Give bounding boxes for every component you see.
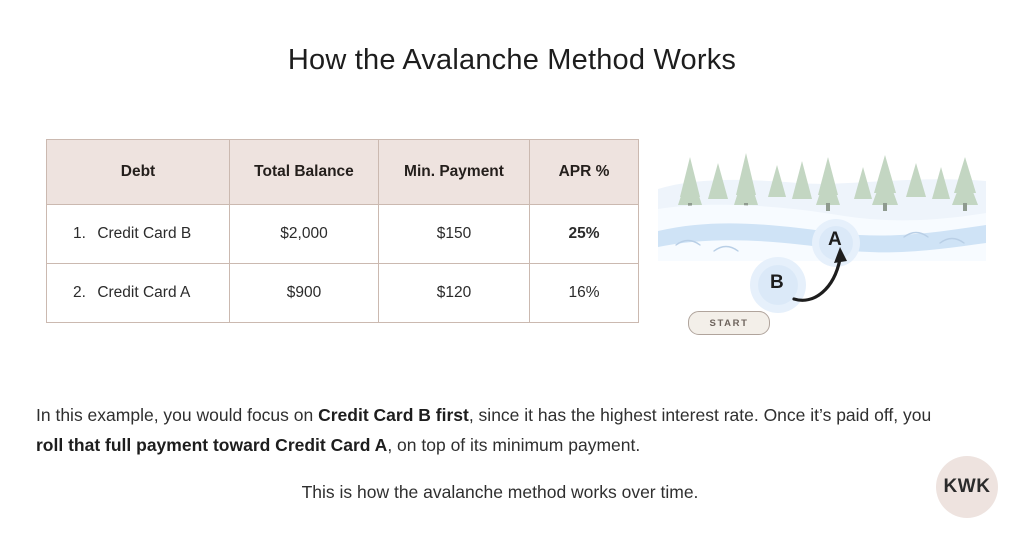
column-header-total-balance: Total Balance <box>230 140 379 205</box>
page-title: How the Avalanche Method Works <box>287 44 737 76</box>
cell-total-balance: $900 <box>230 264 379 323</box>
debt-name: Credit Card A <box>97 284 191 301</box>
snow-hill-graphic <box>658 139 986 335</box>
table-row <box>47 205 639 264</box>
ball-label-b: B <box>770 272 784 293</box>
row-rank: 1. <box>73 225 86 242</box>
cell-total-balance: $2,000 <box>230 205 379 264</box>
debt-name: Credit Card B <box>97 225 192 242</box>
body-part-1: In this example, you would focus on <box>36 405 319 425</box>
start-badge: START <box>688 311 770 335</box>
avalanche-illustration <box>658 139 986 335</box>
explanation-paragraph <box>36 400 952 460</box>
cell-debt-name <box>47 264 230 323</box>
column-header-apr: APR % <box>530 140 639 205</box>
column-header-min-payment: Min. Payment <box>379 140 530 205</box>
cell-min-payment: $120 <box>379 264 530 323</box>
body-bold-2: roll that full payment toward Credit Card A <box>36 435 388 455</box>
cell-apr: 25% <box>530 205 639 264</box>
cell-min-payment: $150 <box>379 205 530 264</box>
column-header-debt: Debt <box>47 140 230 205</box>
closing-paragraph: This is how the avalanche method works over time. <box>301 482 699 502</box>
body-bold-1: Credit Card B first <box>318 405 469 425</box>
brand-logo: KWK <box>936 456 998 518</box>
body-part-3: , on top of its minimum payment. <box>387 435 641 455</box>
table-header-row <box>47 140 639 205</box>
ball-label-a: A <box>828 229 842 250</box>
debt-table <box>46 139 639 323</box>
cell-apr: 16% <box>530 264 639 323</box>
body-part-2: , since it has the highest interest rate. Once it’s paid off, you <box>468 405 932 425</box>
row-rank: 2. <box>73 284 86 301</box>
cell-debt-name <box>47 205 230 264</box>
table-row <box>47 264 639 323</box>
